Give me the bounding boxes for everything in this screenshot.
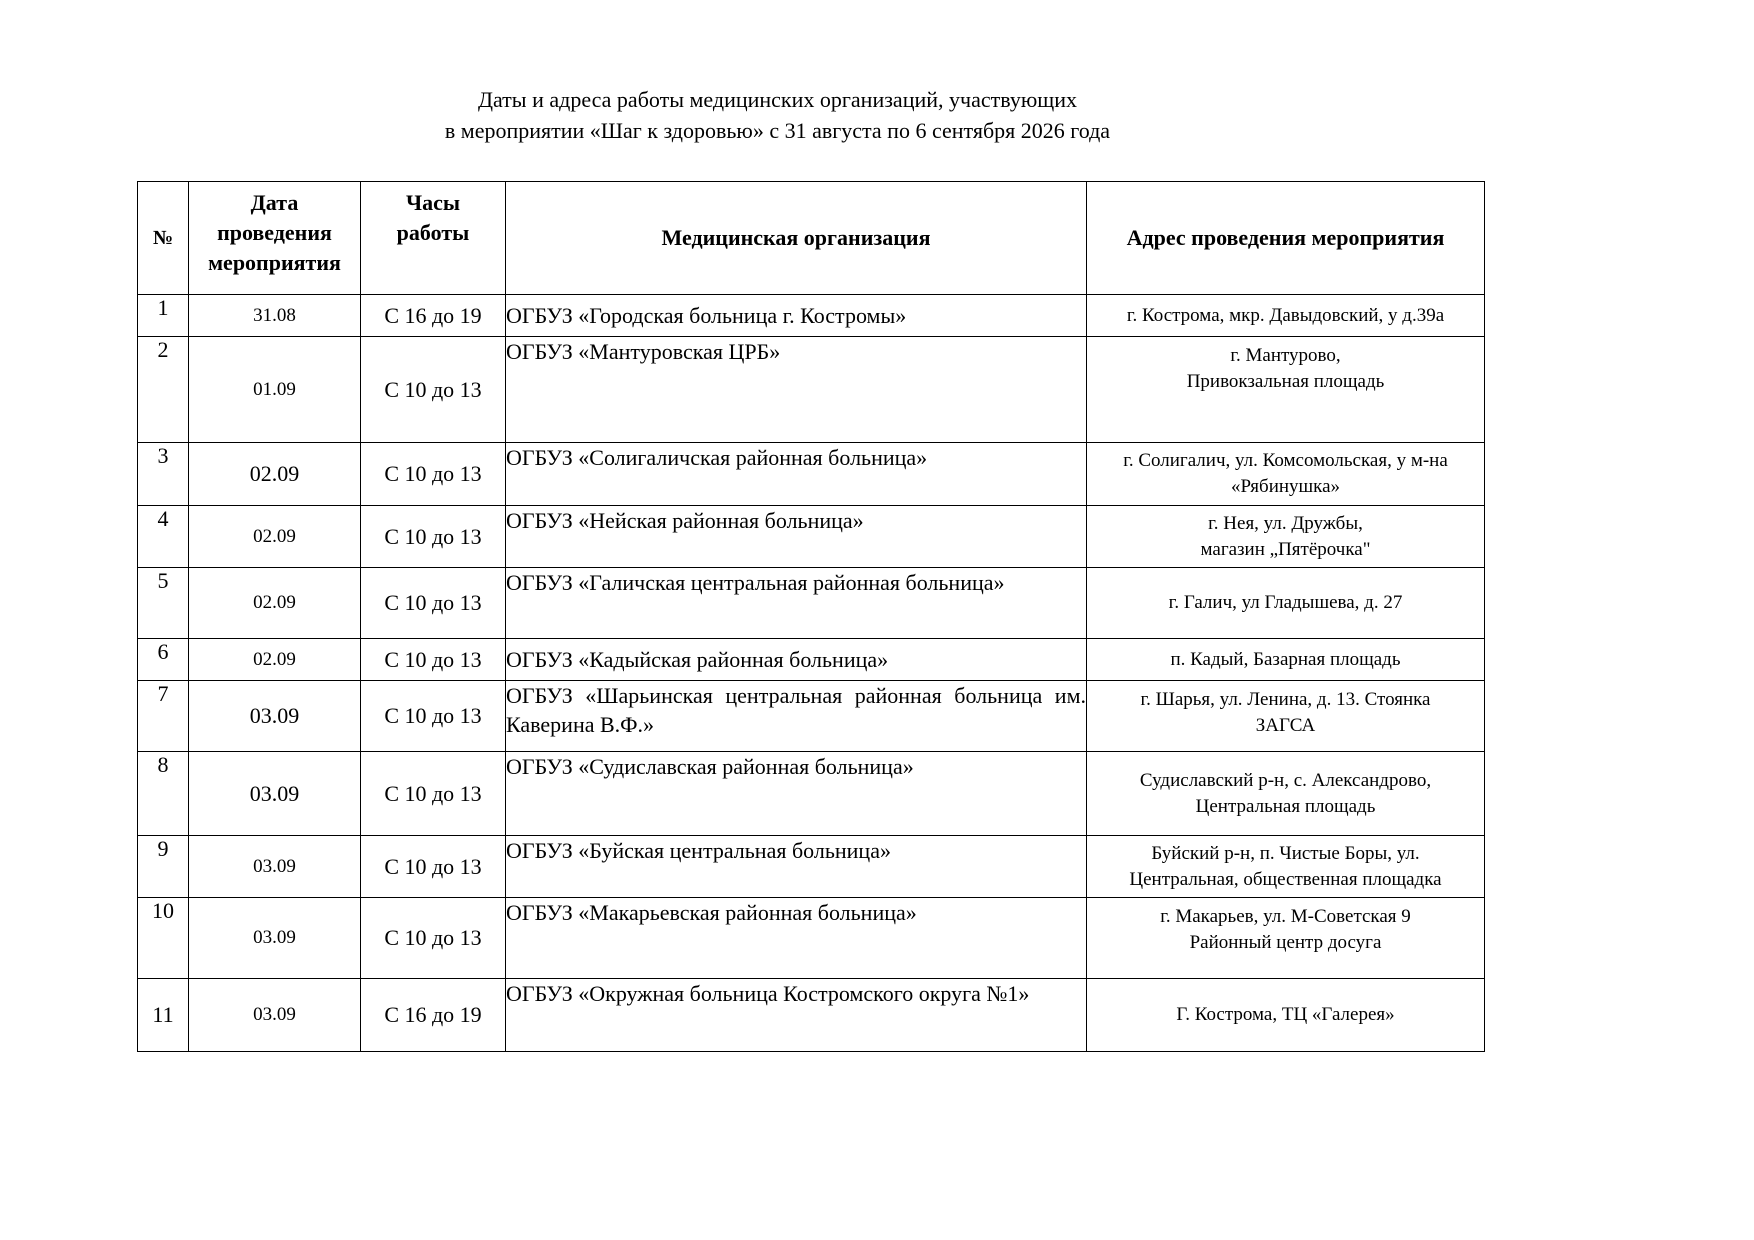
row-date: 31.08 — [189, 295, 361, 337]
document-title — [0, 84, 1555, 146]
row-num: 1 — [138, 295, 189, 337]
address-line-1: г. Нея, ул. Дружбы, — [1208, 512, 1363, 534]
row-date: 03.09 — [189, 979, 361, 1052]
table-row — [138, 979, 1485, 1052]
title-line-2: в мероприятии «Шаг к здоровью» с 31 августа по 6 сентября 2026 года — [444, 118, 1111, 143]
row-num: 11 — [138, 979, 189, 1052]
table-row — [138, 506, 1485, 568]
row-hours: С 10 до 13 — [361, 836, 506, 898]
address-line-1: г. Мантурово, — [1230, 345, 1341, 366]
row-num: 10 — [138, 898, 189, 979]
row-org: ОГБУЗ «Солигаличская районная больница» — [506, 443, 1087, 506]
address-line-2: Центральная, общественная площадка — [1129, 868, 1442, 890]
address-line-2: магазин „Пятёрочка" — [1200, 538, 1371, 560]
row-org: ОГБУЗ «Судиславская районная больница» — [506, 752, 1087, 836]
address-line-2: ЗАГСА — [1255, 715, 1316, 736]
header-num: № — [138, 182, 189, 295]
row-date: 03.09 — [189, 752, 361, 836]
header-row — [138, 182, 1485, 295]
row-org: ОГБУЗ «Окружная больница Костромского округа №1» — [506, 979, 1087, 1052]
row-org: ОГБУЗ «Нейская районная больница» — [506, 506, 1087, 568]
address-line-2: «Рябинушка» — [1230, 476, 1341, 497]
row-date: 02.09 — [189, 568, 361, 639]
row-org: ОГБУЗ «Городская больница г. Костромы» — [506, 295, 1087, 337]
address-line-1: г. Кострома, мкр. Давыдовский, у д.39а — [1126, 304, 1445, 326]
address-line-2: Привокзальная площадь — [1186, 371, 1385, 392]
address-line-2: Районный центр досуга — [1189, 932, 1382, 953]
header-date-line-2: проведения — [217, 220, 332, 245]
row-hours: С 16 до 19 — [361, 979, 506, 1052]
row-num: 3 — [138, 443, 189, 506]
row-hours: С 10 до 13 — [361, 898, 506, 979]
row-num: 7 — [138, 681, 189, 752]
header-date-line-1: Дата — [250, 190, 299, 215]
row-address — [1087, 337, 1485, 443]
row-date: 03.09 — [189, 898, 361, 979]
row-num: 5 — [138, 568, 189, 639]
row-hours: С 10 до 13 — [361, 681, 506, 752]
row-address — [1087, 506, 1485, 568]
row-date: 03.09 — [189, 681, 361, 752]
row-hours: С 10 до 13 — [361, 506, 506, 568]
header-hours — [361, 182, 506, 295]
row-hours: С 10 до 13 — [361, 752, 506, 836]
row-org: ОГБУЗ «Мантуровская ЦРБ» — [506, 337, 1087, 443]
row-num: 6 — [138, 639, 189, 681]
row-date: 02.09 — [189, 639, 361, 681]
row-date: 02.09 — [189, 443, 361, 506]
row-num: 4 — [138, 506, 189, 568]
table-row — [138, 443, 1485, 506]
header-hours-line-2: работы — [396, 220, 470, 245]
table-row — [138, 337, 1485, 443]
row-address — [1087, 836, 1485, 898]
row-num: 8 — [138, 752, 189, 836]
row-address — [1087, 639, 1485, 681]
address-line-1: Судиславский р-н, с. Александрово, — [1139, 769, 1432, 791]
row-address — [1087, 568, 1485, 639]
header-hours-line-1: Часы — [405, 190, 461, 215]
address-line-1: Буйский р-н, п. Чистые Боры, ул. — [1151, 842, 1420, 864]
address-line-2: Центральная площадь — [1195, 795, 1376, 817]
header-date-line-3: мероприятия — [208, 250, 341, 275]
table-row — [138, 681, 1485, 752]
row-address — [1087, 295, 1485, 337]
row-hours: С 10 до 13 — [361, 639, 506, 681]
table-row — [138, 568, 1485, 639]
row-hours: С 10 до 13 — [361, 443, 506, 506]
address-line-1: г. Солигалич, ул. Комсомольская, у м-на — [1123, 450, 1448, 471]
row-hours: С 10 до 13 — [361, 568, 506, 639]
address-line-1: п. Кадый, Базарная площадь — [1170, 648, 1401, 670]
table-row — [138, 295, 1485, 337]
row-address — [1087, 752, 1485, 836]
row-num: 9 — [138, 836, 189, 898]
row-org: ОГБУЗ «Шарьинская центральная районная больница им. Каверина В.Ф.» — [506, 681, 1087, 752]
row-date: 01.09 — [189, 337, 361, 443]
schedule-table — [137, 181, 1485, 1052]
header-date — [189, 182, 361, 295]
table-row — [138, 752, 1485, 836]
address-line-1: г. Галич, ул Гладышева, д. 27 — [1168, 592, 1403, 613]
header-addr: Адрес проведения мероприятия — [1087, 182, 1485, 295]
row-num: 2 — [138, 337, 189, 443]
table-row — [138, 639, 1485, 681]
row-address — [1087, 979, 1485, 1052]
header-org: Медицинская организация — [506, 182, 1087, 295]
title-line-1: Даты и адреса работы медицинских организаций, участвующих — [477, 87, 1078, 112]
row-date: 03.09 — [189, 836, 361, 898]
table-row — [138, 898, 1485, 979]
row-org: ОГБУЗ «Буйская центральная больница» — [506, 836, 1087, 898]
row-hours: С 16 до 19 — [361, 295, 506, 337]
table-row — [138, 836, 1485, 898]
row-address — [1087, 898, 1485, 979]
row-org: ОГБУЗ «Галичская центральная районная больница» — [506, 568, 1087, 639]
address-line-1: Г. Кострома, ТЦ «Галерея» — [1176, 1004, 1395, 1025]
row-hours: С 10 до 13 — [361, 337, 506, 443]
row-org: ОГБУЗ «Макарьевская районная больница» — [506, 898, 1087, 979]
row-date: 02.09 — [189, 506, 361, 568]
row-address — [1087, 681, 1485, 752]
address-line-1: г. Макарьев, ул. М-Советская 9 — [1160, 906, 1411, 927]
row-org: ОГБУЗ «Кадыйская районная больница» — [506, 639, 1087, 681]
row-address — [1087, 443, 1485, 506]
address-line-1: г. Шарья, ул. Ленина, д. 13. Стоянка — [1140, 689, 1431, 710]
